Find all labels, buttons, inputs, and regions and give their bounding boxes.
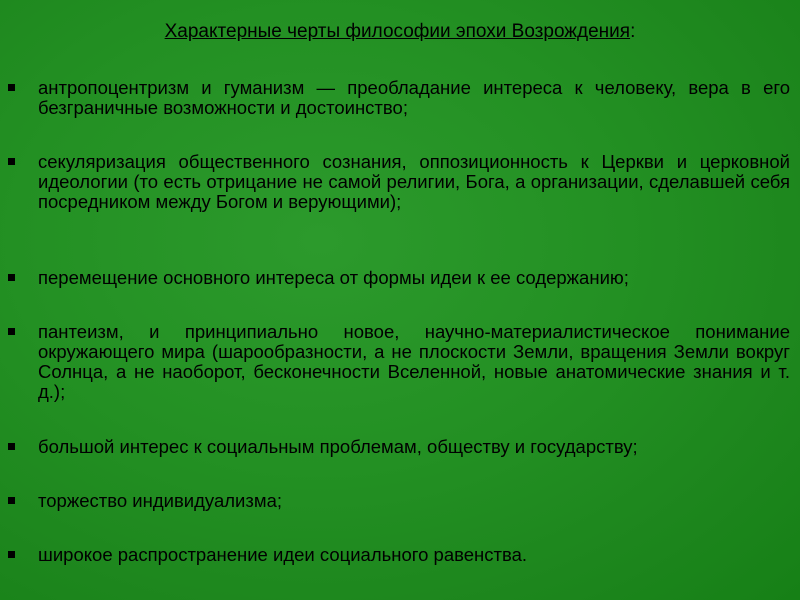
bullet-text: антропоцентризм и гуманизм — преобладание интереса к человеку, вера в его безграничные возможности и достоинство;: [38, 77, 790, 118]
bullet-square-icon: [8, 497, 15, 504]
bullet-square-icon: [8, 274, 15, 281]
slide-title-text: Характерные черты философии эпохи Возрождения: [164, 21, 631, 42]
bullet-text: широкое распространение идеи социального равенства.: [38, 544, 528, 565]
bullet-square-icon: [8, 84, 15, 91]
slide-title-colon: :: [630, 21, 636, 42]
bullet-item: [38, 437, 790, 457]
bullet-square-icon: [8, 443, 15, 450]
bullet-square-icon: [8, 551, 15, 558]
bullet-text: торжество индивидуализма;: [38, 490, 283, 511]
bullet-item: [38, 78, 790, 118]
bullet-text: большой интерес к социальным проблемам, обществу и государству;: [38, 436, 638, 457]
bullet-square-icon: [8, 328, 15, 335]
bullet-item: [38, 152, 790, 212]
bullet-item: [38, 322, 790, 402]
bullet-item: [38, 545, 790, 565]
bullet-item: [38, 491, 790, 511]
bullet-square-icon: [8, 158, 15, 165]
bullet-text: пантеизм, и принципиально новое, научно-материалистическое понимание окружающего мира (шарообразности, а не плоскости Земли, вращения Земли вокруг Солнца, а не наоборот, бесконечности Вселенной, новые анатомические знания и т. д.);: [38, 321, 790, 402]
bullet-text: перемещение основного интереса от формы идеи к ее содержанию;: [38, 267, 629, 288]
bullet-text: секуляризация общественного сознания, оппозиционность к Церкви и церковной идеологии (то есть отрицание не самой религии, Бога, а организации, сделавшей себя посредником между Богом и верующими);: [38, 151, 790, 212]
bullet-item: [38, 268, 790, 288]
